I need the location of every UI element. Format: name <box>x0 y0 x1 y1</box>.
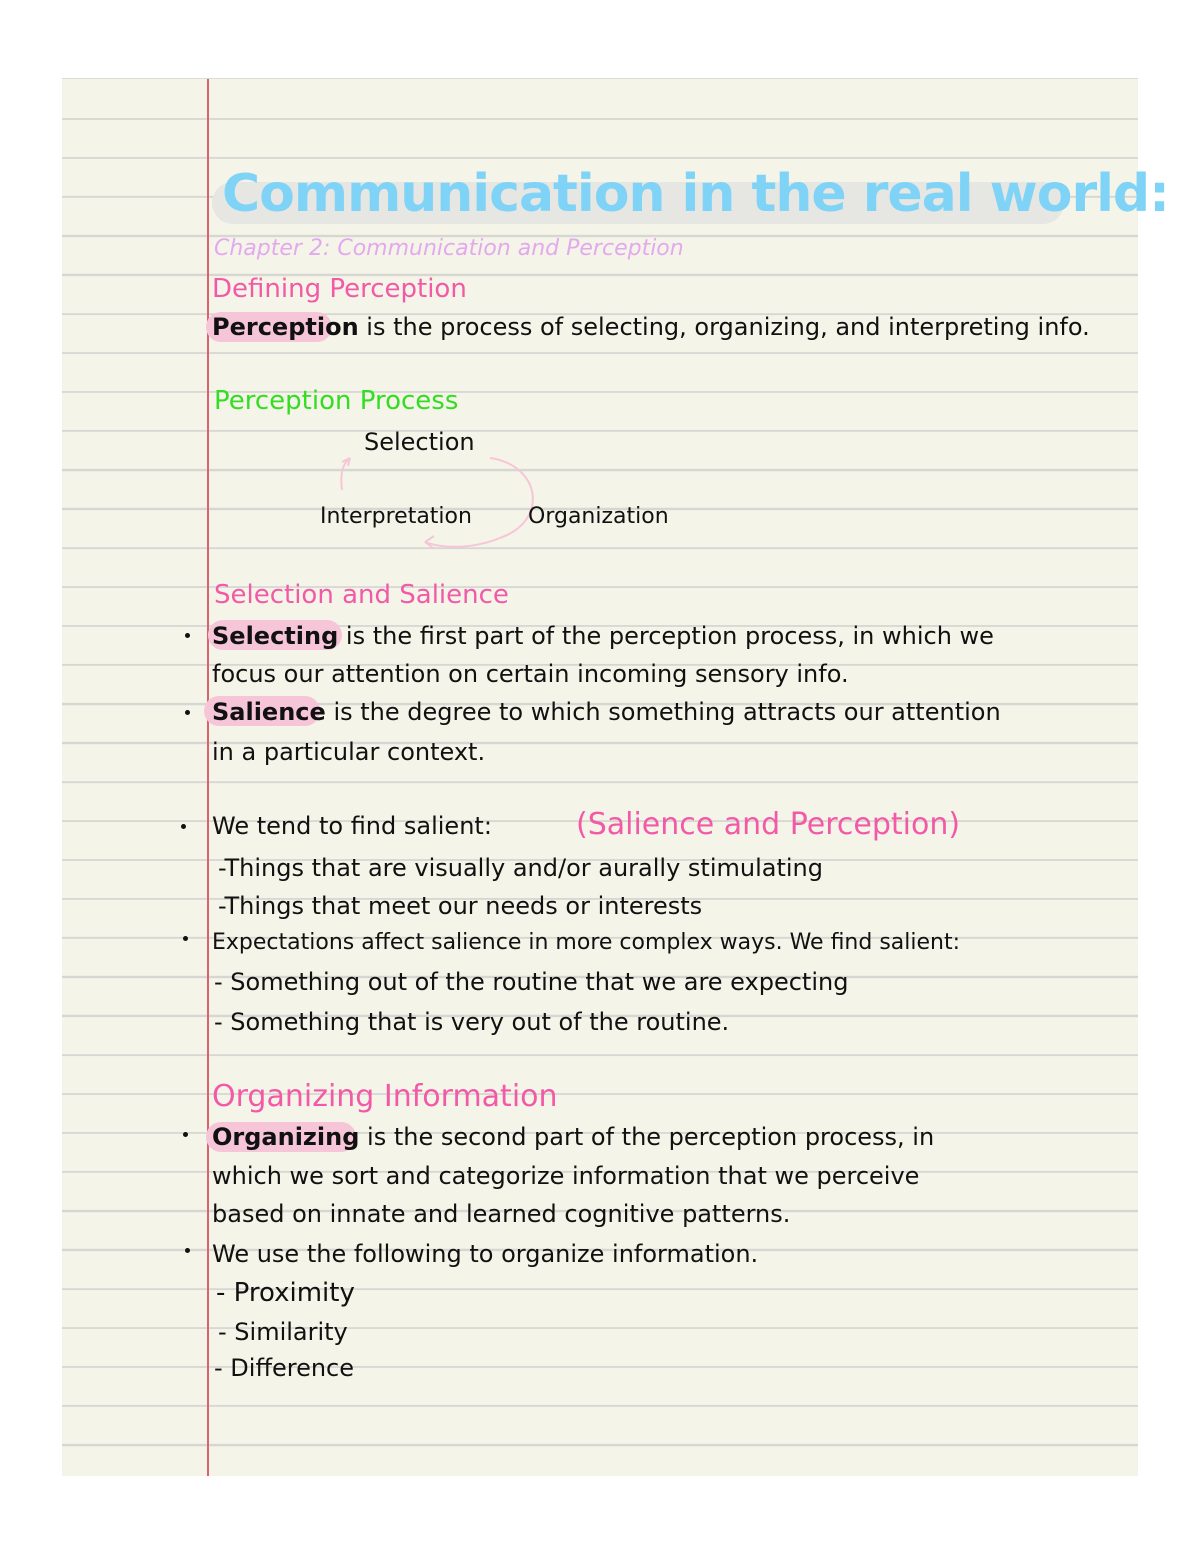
heading-perception-process: Perception Process <box>214 386 459 416</box>
heading-organizing-information: Organizing Information <box>212 1079 558 1114</box>
term-perception: Perception <box>212 313 359 341</box>
heading-selection-salience: Selection and Salience <box>214 580 509 610</box>
cycle-interpretation: Interpretation <box>320 504 472 529</box>
sub-item: -Things that meet our needs or interests <box>218 892 703 920</box>
term-salience: Salience <box>212 698 326 726</box>
bullet-organize-info: We use the following to organize information. <box>212 1240 759 1268</box>
bullet-line: focus our attention on certain incoming sensory info. <box>212 660 849 688</box>
bullet-salience <box>212 700 1001 724</box>
bullet <box>183 1132 188 1137</box>
bullet <box>181 824 186 829</box>
definition-text: is the process of selecting, organizing, and interpreting info. <box>358 313 1090 341</box>
bullet-line: based on innate and learned cognitive patterns. <box>212 1200 791 1228</box>
bullet-organizing <box>212 1125 934 1149</box>
bullet <box>185 710 190 715</box>
sub-item: - Something out of the routine that we are expecting <box>214 968 849 996</box>
page-title: Communication in the real world: <box>222 164 1169 224</box>
term-selecting: Selecting <box>212 622 339 650</box>
sub-item: - Something that is very out of the routine. <box>214 1008 730 1036</box>
term-organizing: Organizing <box>212 1123 360 1151</box>
bullet-line: in a particular context. <box>212 738 486 766</box>
bullet-text: is the second part of the perception process, in <box>359 1123 935 1151</box>
definition-perception <box>212 315 1090 339</box>
bullet <box>185 1248 190 1253</box>
list-item-proximity: - Proximity <box>216 1278 355 1308</box>
note-salience-perception: (Salience and Perception) <box>576 807 961 842</box>
list-item-similarity: - Similarity <box>218 1318 348 1346</box>
cycle-selection: Selection <box>364 428 475 456</box>
bullet-expectations: Expectations affect salience in more complex ways. We find salient: <box>212 930 961 955</box>
list-item-difference: - Difference <box>214 1354 355 1382</box>
bullet-salient: We tend to find salient: <box>212 812 492 840</box>
sub-item: -Things that are visually and/or aurally stimulating <box>218 854 823 882</box>
bullet <box>185 633 190 638</box>
chapter-subtitle: Chapter 2: Communication and Perception <box>214 236 684 261</box>
heading-defining-perception: Defining Perception <box>212 274 467 304</box>
cycle-organization: Organization <box>528 504 669 529</box>
bullet-line: which we sort and categorize information that we perceive <box>212 1162 920 1190</box>
bullet-text: is the first part of the perception process, in which we <box>338 622 994 650</box>
bullet-selecting <box>212 624 994 648</box>
margin-line <box>207 79 209 1476</box>
bullet <box>183 936 188 941</box>
bullet-text: is the degree to which something attracts our attention <box>325 698 1001 726</box>
